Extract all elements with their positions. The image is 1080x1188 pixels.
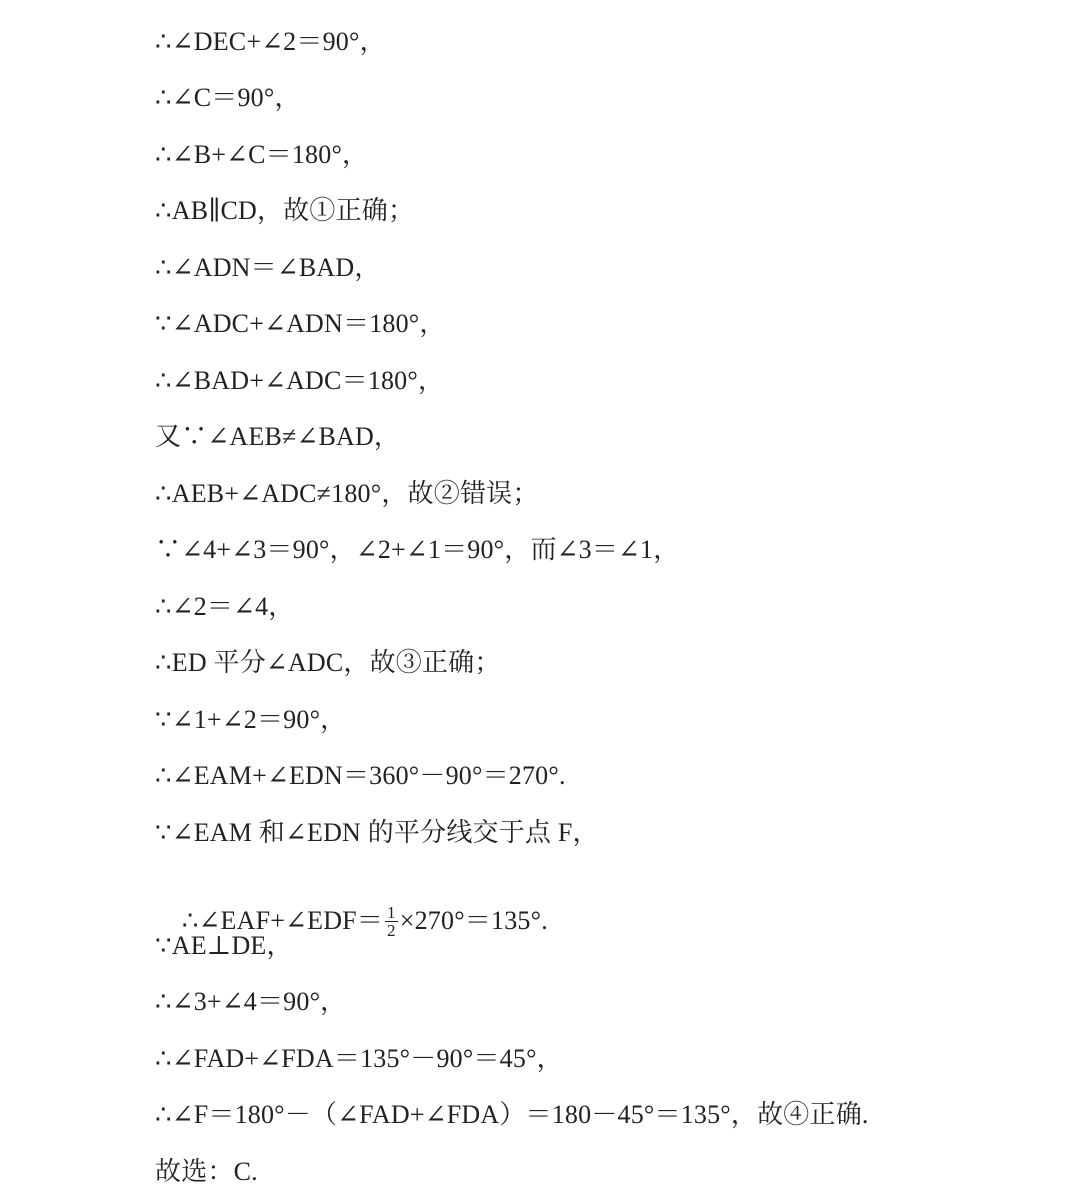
fraction-one-half	[385, 904, 398, 939]
fraction-line-prefix: ∴∠EAF+∠EDF＝	[181, 906, 384, 935]
solution-line-4: ∴AB∥CD，故①正确；	[155, 196, 415, 225]
solution-line-10: ∵∠4+∠3＝90°，∠2+∠1＝90°，而∠3＝∠1，	[155, 535, 680, 564]
solution-line-6: ∵∠ADC+∠ADN＝180°，	[155, 309, 446, 338]
solution-line-14: ∴∠EAM+∠EDN＝360°－90°＝270°.	[155, 761, 566, 790]
solution-line-15: ∵∠EAM 和∠EDN 的平分线交于点 F，	[155, 818, 599, 847]
solution-line-8: 又∵∠AEB≠∠BAD，	[155, 422, 401, 451]
solution-line-12: ∴ED 平分∠ADC，故③正确；	[155, 648, 501, 677]
fraction-line-suffix: ×270°＝135°.	[399, 906, 548, 935]
solution-line-3: ∴∠B+∠C＝180°，	[155, 140, 369, 169]
solution-line-20: ∴∠F＝180°－（∠FAD+∠FDA）＝180－45°＝135°，故④正确.	[155, 1100, 869, 1129]
solution-line-2: ∴∠C＝90°，	[155, 83, 301, 112]
solution-line-19: ∴∠FAD+∠FDA＝135°－90°＝45°，	[155, 1044, 563, 1073]
solution-line-17: ∵AE⊥DE，	[155, 931, 293, 960]
solution-line-9: ∴AEB+∠ADC≠180°，故②错误；	[155, 479, 539, 508]
solution-line-18: ∴∠3+∠4＝90°，	[155, 987, 347, 1016]
solution-line-11: ∴∠2＝∠4，	[155, 592, 295, 621]
solution-line-7: ∴∠BAD+∠ADC＝180°，	[155, 366, 445, 395]
solution-line-5: ∴∠ADN＝∠BAD，	[155, 253, 381, 282]
solution-line-21: 故选：C.	[155, 1157, 258, 1186]
fraction-denominator: 2	[387, 920, 396, 940]
solution-line-1: ∴∠DEC+∠2＝90°，	[155, 27, 386, 56]
solution-line-13: ∵∠1+∠2＝90°，	[155, 705, 347, 734]
fraction-numerator: 1	[387, 902, 396, 922]
